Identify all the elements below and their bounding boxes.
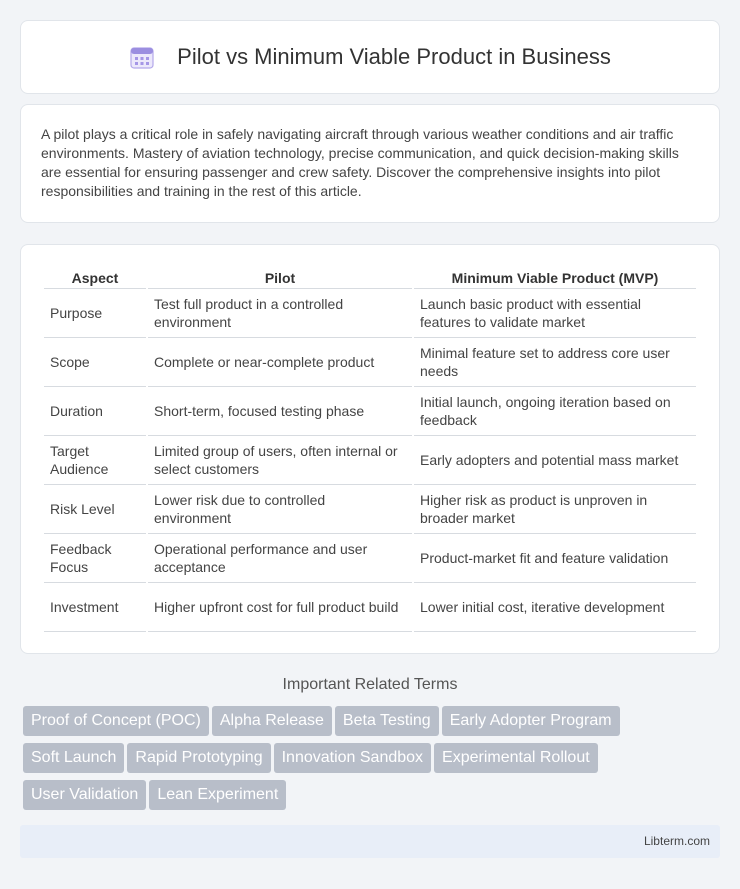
- table-row: [44, 583, 696, 632]
- related-term-tag[interactable]: Soft Launch: [23, 743, 124, 773]
- header-card: [20, 20, 720, 94]
- cell-pilot: Complete or near-complete product: [148, 338, 412, 387]
- cell-pilot: Test full product in a controlled environment: [148, 289, 412, 338]
- page-title: Pilot vs Minimum Viable Product in Business: [177, 44, 611, 69]
- cell-aspect: Target Audience: [44, 436, 146, 485]
- table-row: [44, 485, 696, 534]
- cell-aspect: Purpose: [44, 289, 146, 338]
- related-term-tag[interactable]: Innovation Sandbox: [274, 743, 431, 773]
- cell-mvp: Product-market fit and feature validation: [414, 534, 696, 583]
- table-row: [44, 534, 696, 583]
- cell-aspect: Investment: [44, 583, 146, 632]
- cell-pilot: Limited group of users, often internal or select customers: [148, 436, 412, 485]
- cell-pilot: Short-term, focused testing phase: [148, 387, 412, 436]
- table-row: [44, 387, 696, 436]
- related-term-tag[interactable]: Proof of Concept (POC): [23, 706, 209, 736]
- cell-aspect: Scope: [44, 338, 146, 387]
- table-row: [44, 289, 696, 338]
- intro-text: A pilot plays a critical role in safely navigating aircraft through various weather conditions and air traffic environments. Mastery of aviation technology, precise communication, and quick decision-making skills are essential for ensuring passenger and crew safety. Discover the comprehensive insights into pilot responsibilities and training in the rest of this article.: [41, 126, 679, 199]
- cell-mvp: Launch basic product with essential features to validate market: [414, 289, 696, 338]
- cell-pilot: Operational performance and user acceptance: [148, 534, 412, 583]
- table-header-row: [44, 265, 696, 289]
- table-row: [44, 436, 696, 485]
- footer-site-link[interactable]: Libterm.com: [643, 834, 710, 848]
- related-term-tag[interactable]: Rapid Prototyping: [127, 743, 270, 773]
- header-pilot: Pilot: [148, 265, 412, 289]
- cell-aspect: Duration: [44, 387, 146, 436]
- cell-aspect: Feedback Focus: [44, 534, 146, 583]
- comparison-card: [20, 244, 720, 654]
- related-term-tag[interactable]: Alpha Release: [212, 706, 332, 736]
- cell-mvp: Higher risk as product is unproven in broader market: [414, 485, 696, 534]
- related-term-tag[interactable]: User Validation: [23, 780, 146, 810]
- comparison-table: [42, 265, 698, 632]
- related-term-tag[interactable]: Beta Testing: [335, 706, 439, 736]
- related-terms-list: [23, 706, 723, 817]
- related-term-tag[interactable]: Experimental Rollout: [434, 743, 598, 773]
- cell-pilot: Higher upfront cost for full product build: [148, 583, 412, 632]
- related-term-tag[interactable]: Early Adopter Program: [442, 706, 620, 736]
- related-term-tag[interactable]: Lean Experiment: [149, 780, 286, 810]
- cell-mvp: Lower initial cost, iterative development: [414, 583, 696, 632]
- footer: [20, 825, 720, 858]
- cell-mvp: Minimal feature set to address core user needs: [414, 338, 696, 387]
- cell-pilot: Lower risk due to controlled environment: [148, 485, 412, 534]
- cell-aspect: Risk Level: [44, 485, 146, 534]
- calendar-icon: [129, 44, 155, 70]
- header-aspect: Aspect: [44, 265, 146, 289]
- table-row: [44, 338, 696, 387]
- related-terms-title: Important Related Terms: [282, 676, 458, 693]
- cell-mvp: Initial launch, ongoing iteration based on feedback: [414, 387, 696, 436]
- cell-mvp: Early adopters and potential mass market: [414, 436, 696, 485]
- header-mvp: Minimum Viable Product (MVP): [414, 265, 696, 289]
- intro-card: [20, 104, 720, 223]
